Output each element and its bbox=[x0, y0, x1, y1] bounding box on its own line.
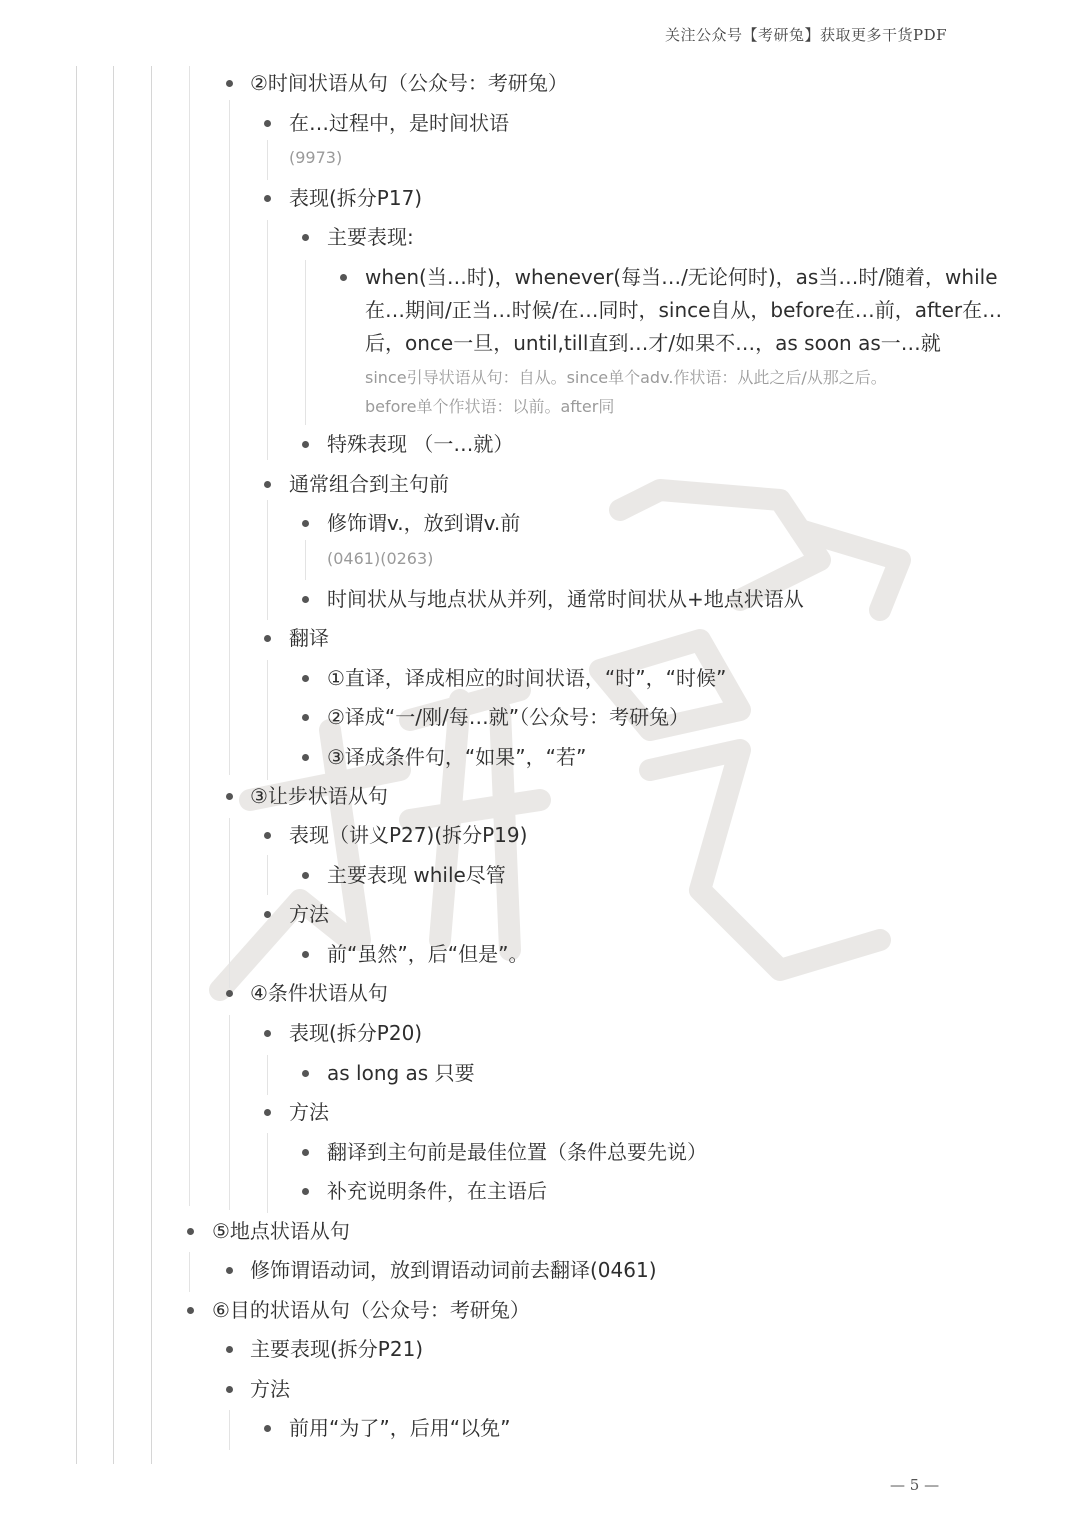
outline-item: 表现(拆分P17) bbox=[289, 186, 423, 210]
bullet bbox=[264, 1425, 271, 1432]
outline-item: 时间状从与地点状从并列，通常时间状从+地点状语从 bbox=[327, 587, 804, 611]
bullet bbox=[226, 1386, 233, 1393]
outline-note: since引导状语从句：自从。since单个adv.作状语：从此之后/从那之后。 bbox=[365, 368, 887, 387]
bullet bbox=[264, 1030, 271, 1037]
outline-item: 修饰谓v.，放到谓v.前 bbox=[327, 511, 521, 535]
outline-note: (9973) bbox=[289, 148, 343, 167]
bullet bbox=[187, 1228, 194, 1235]
outline-item: 主要表现 while尽管 bbox=[327, 863, 506, 887]
bullet bbox=[226, 80, 233, 87]
bullet bbox=[264, 481, 271, 488]
outline-note: before单个作状语：以前。after同 bbox=[365, 397, 615, 416]
guide-line bbox=[76, 66, 77, 1464]
outline-item: 前用“为了”，后用“以免” bbox=[289, 1416, 511, 1440]
outline-note: (0461)(0263) bbox=[327, 549, 434, 568]
page-header: 关注公众号【考研兔】获取更多干货PDF bbox=[665, 26, 948, 44]
bullet bbox=[302, 1070, 309, 1077]
outline-item: 特殊表现 （一…就） bbox=[327, 432, 514, 456]
outline-item: 前“虽然”，后“但是”。 bbox=[327, 942, 529, 966]
time-clause-title: ②时间状语从句（公众号：考研兔） bbox=[250, 71, 568, 95]
guide-line bbox=[305, 540, 306, 580]
condition-clause-title: ④条件状语从句 bbox=[250, 981, 388, 1005]
bullet bbox=[302, 234, 309, 241]
outline-item: ②译成“一/刚/每…就”（公众号：考研兔） bbox=[327, 705, 690, 729]
guide-line bbox=[267, 140, 268, 180]
outline-item: 主要表现(拆分P21) bbox=[250, 1337, 424, 1361]
bullet bbox=[302, 520, 309, 527]
bullet bbox=[302, 441, 309, 448]
bullet bbox=[226, 1267, 233, 1274]
bullet bbox=[264, 195, 271, 202]
guide-line bbox=[267, 660, 268, 780]
bullet bbox=[302, 714, 309, 721]
guide-line bbox=[113, 66, 114, 1464]
outline-item: 在…过程中，是时间状语 bbox=[289, 111, 509, 135]
guide-line bbox=[229, 818, 230, 988]
bullet bbox=[264, 911, 271, 918]
bullet bbox=[302, 675, 309, 682]
bullet bbox=[226, 990, 233, 997]
guide-line bbox=[267, 500, 268, 620]
guide-line bbox=[267, 1055, 268, 1095]
bullet bbox=[187, 1307, 194, 1314]
place-clause-title: ⑤地点状语从句 bbox=[212, 1219, 350, 1243]
guide-line bbox=[189, 1252, 190, 1292]
concession-clause-title: ③让步状语从句 bbox=[250, 784, 388, 808]
outline-item: 主要表现: bbox=[327, 225, 414, 249]
guide-line bbox=[229, 1015, 230, 1210]
bullet bbox=[302, 1149, 309, 1156]
bullet bbox=[340, 274, 347, 281]
outline-item: 翻译 bbox=[289, 626, 329, 650]
outline-item: 翻译到主句前是最佳位置（条件总要先说） bbox=[327, 1140, 707, 1164]
outline-item: 修饰谓语动词，放到谓语动词前去翻译(0461) bbox=[250, 1258, 657, 1282]
outline-item: 补充说明条件，在主语后 bbox=[327, 1179, 547, 1203]
outline-item: as long as 只要 bbox=[327, 1061, 475, 1085]
bullet bbox=[264, 1109, 271, 1116]
bullet bbox=[264, 120, 271, 127]
bullet bbox=[302, 754, 309, 761]
bullet bbox=[226, 793, 233, 800]
bullet bbox=[264, 635, 271, 642]
outline-item: 通常组合到主句前 bbox=[289, 472, 449, 496]
outline-item: ①直译，译成相应的时间状语，“时”，“时候” bbox=[327, 666, 727, 690]
outline-item: when(当…时)，whenever(每当…/无论何时)，as当…时/随着，while在…期间/正当…时候/在…同时，since自从，before在…前，after在…后，once一旦，until,till直到…才/如果不…，as soon as一…就 bbox=[365, 265, 1003, 355]
page-number: — 5 — bbox=[890, 1476, 940, 1494]
bullet bbox=[226, 1346, 233, 1353]
bullet bbox=[264, 832, 271, 839]
outline-item: 表现(拆分P20) bbox=[289, 1021, 423, 1045]
outline-item: ③译成条件句，“如果”，“若” bbox=[327, 745, 587, 769]
guide-line bbox=[267, 855, 268, 895]
bullet bbox=[302, 951, 309, 958]
guide-line bbox=[267, 1133, 268, 1213]
outline-item: 方法 bbox=[289, 902, 329, 926]
bullet bbox=[302, 872, 309, 879]
outline-item: 表现（讲义P27)(拆分P19) bbox=[289, 823, 528, 847]
purpose-clause-title: ⑥目的状语从句（公众号：考研兔） bbox=[212, 1298, 530, 1322]
bullet bbox=[302, 1188, 309, 1195]
guide-line bbox=[305, 260, 306, 425]
guide-line bbox=[189, 66, 190, 1206]
bullet bbox=[302, 596, 309, 603]
guide-line bbox=[267, 220, 268, 460]
guide-line bbox=[151, 66, 152, 1464]
guide-line bbox=[229, 1410, 230, 1450]
guide-line bbox=[229, 100, 230, 775]
outline-item: 方法 bbox=[289, 1100, 329, 1124]
outline-item: 方法 bbox=[250, 1377, 290, 1401]
